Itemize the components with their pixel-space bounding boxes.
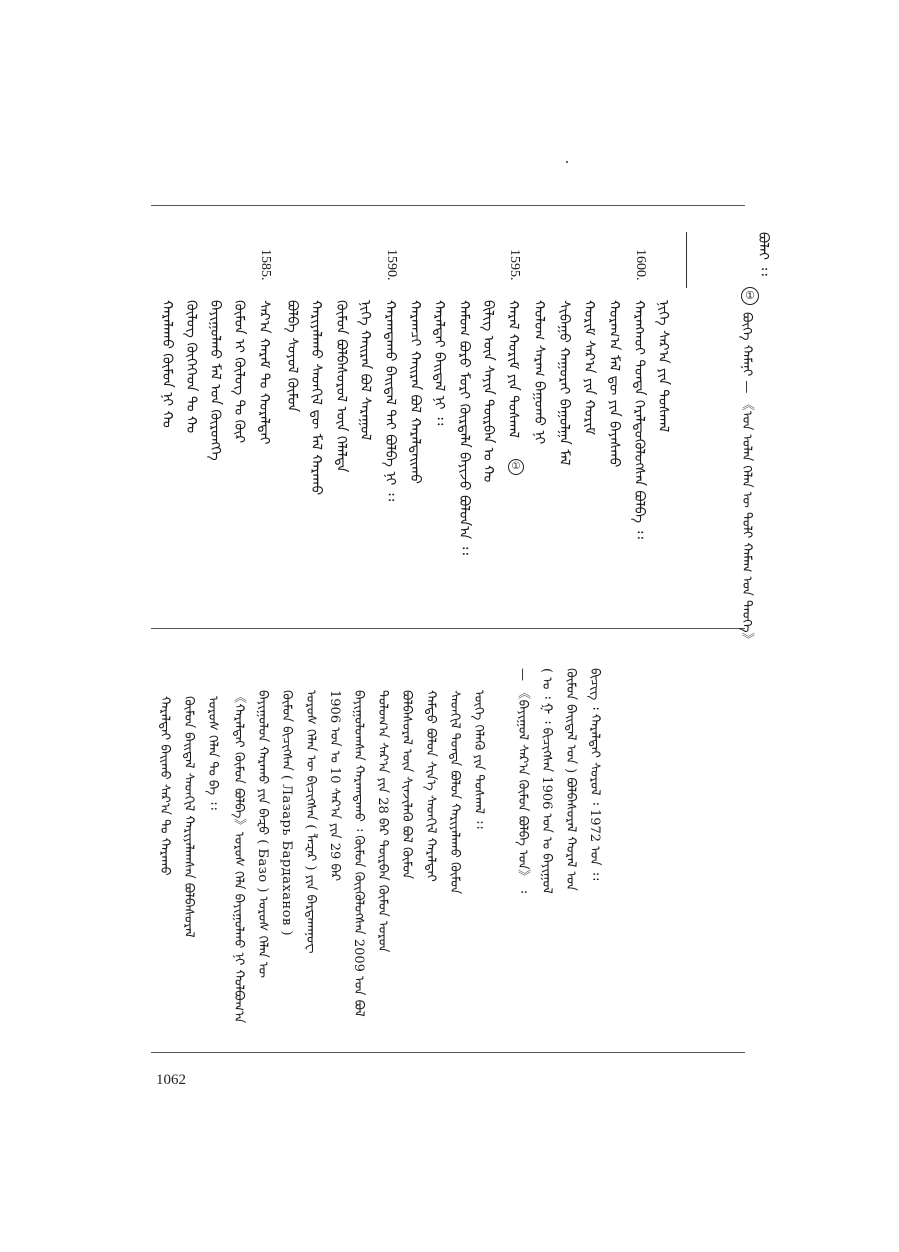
middle-rule bbox=[151, 628, 745, 629]
verse-line: ᠬᠠᠷᠠᠯ ᠬᠤᠷᠢᠮ ᠶᠢᠨ ᠲᠤᠰᠬᠠᠯ bbox=[505, 300, 521, 439]
line-number-1585: 1585. bbox=[258, 249, 273, 281]
note-line: ( ᠣ ᠄ ᠭ ᠄ ᠪᠢᠴᠢᠭᠰᠡᠨ 1906 ᠣᠨ ᠤ ᠪᠠᠶᠢᠭᠤᠯ bbox=[539, 668, 554, 894]
verse-line: ᠬᠦᠮᠦᠨ ᠢ ᠬᠦᠯᠦᠭ ᠲᠤ ᠬᠦᠷ bbox=[231, 300, 247, 444]
prose-line: ᠪᠣᠯᠪᠠᠰᠤᠷᠠᠯ ᠦᠨ ᠰᠢᠨᠵᠢᠯᠡᠬᠦ ᠪᠣᠯ ᠬᠦᠮᠦᠨ bbox=[399, 690, 414, 880]
footnote-marker: ① bbox=[741, 287, 759, 305]
line-number-1600: 1600. bbox=[633, 249, 648, 281]
prose-line: ᠬᠠᠮᠲᠤ ᠪᠣᠯᠤᠨ ᠰᠢᠨ᠎ᠡ ᠰᠡᠳᠬᠢᠯ ᠬᠠᠷᠠᠯᠲᠠᠢ bbox=[423, 690, 438, 882]
verse-line: ᠪᠠᠶᠢᠭᠤᠯᠬᠤ ᠮᠠᠯ ᠤᠨ ᠬᠦᠷᠦᠩᠭᠡ bbox=[207, 300, 223, 461]
verse-line: ᠨᠢᠭᠡ ᠰᠠᠷ᠎ᠠ ᠶᠢᠨ ᠲᠤᠰᠬᠠᠯ bbox=[655, 300, 671, 433]
bottom-rule bbox=[151, 1052, 745, 1053]
prose-line: 1906 ᠣᠨ ᠤ 10 ᠰᠠᠷ᠎ᠠ ᠶᠢᠨ 29 ᠪᠡᠷ bbox=[327, 690, 342, 882]
closing-line: ᠬᠠᠷᠠᠯᠲᠠᠢ ᠪᠠᠢᠬᠤ ᠰᠠᠷ᠎ᠠ ᠲᠤ ᠬᠠᠷᠠᠬᠤ bbox=[157, 696, 172, 876]
note-line: ᠪᠢᠴᠢᠭ ᠄ ᠬᠠᠷᠠᠯᠲᠠᠢ ᠰᠤᠷᠤᠯ ᠄ 1972 ᠣᠨ ᠄᠄ bbox=[587, 668, 602, 881]
prose-line: ᠦᠭᠡ ᠬᠡᠯᠡᠬᠦ ᠶᠢᠨ ᠲᠤᠰᠬᠠᠯ ᠄᠄ bbox=[471, 690, 486, 829]
verse-line: ᠨᠢᠭᠡ ᠬᠠᠢᠷᠠᠨ ᠪᠣᠯ ᠰᠠᠷᠠᠭᠤᠯ bbox=[357, 300, 373, 441]
prose-line: ᠪᠠᠶᠢᠭᠤᠯᠤᠨ ᠬᠠᠷᠠᠬᠤ ᠶᠢᠨ ᠪᠠᠽᠤ ( Базо ) ᠣᠷᠣᠰ ᠬᠡᠯᠡᠨ ᠦ bbox=[255, 690, 270, 978]
note-line: ᠬᠦᠮᠦᠨ ᠪᠠᠢᠳᠠᠯ ᠤᠨ ) ᠪᠣᠯᠪᠠᠰᠤᠷᠠᠯ ᠬᠤᠷᠠᠯ ᠤᠨ bbox=[563, 668, 578, 891]
verse-line: ᠰᠠᠷ᠎ᠠ ᠬᠠᠷᠠᠮ ᠲᠤ ᠬᠤᠷᠠᠯᠳᠠᠢ bbox=[256, 300, 272, 445]
prose-line: 《ᠬᠠᠷᠠᠯᠲᠠᠢ ᠬᠦᠮᠦᠨ ᠪᠣᠯᠪᠠ》ᠣᠷᠣᠰ ᠬᠡᠯᠡ ᠪᠠᠶᠢᠭᠤᠯᠬᠤ ᠨᠢ ᠬᠣᠯᠪᠣᠭ᠎ᠠ bbox=[231, 690, 246, 1024]
inline-footnote-marker: ① bbox=[508, 459, 524, 475]
verse-line: ᠪᠢᠯᠢᠭ ᠦᠨ ᠰᠠᠶᠢᠨ ᠳᠦᠷᠪᠡᠨ ᠤ ᠬᠤ bbox=[480, 300, 496, 483]
verse-line: ᠬᠠᠷᠠᠭᠴᠢ ᠬᠠᠢᠷᠠᠨ ᠪᠣᠯ ᠬᠠᠷᠠᠯᠲᠠᠢᠬᠤ bbox=[407, 300, 423, 484]
verse-line: ᠬᠤᠯᠤᠭ ᠰᠠᠷᠠᠭ ᠪᠠᠭᠤᠬᠤ ᠨᠢ bbox=[531, 300, 547, 445]
verse-line: ᠬᠠᠷᠠᠩᠬᠤᠢ ᠳᠤᠨᠳᠠ ᠭᠡᠷᠡᠯᠲᠦᠭᠦᠯᠦᠭᠰᠡᠨ ᠪᠣᠯᠪᠠ ᠄᠄ bbox=[631, 300, 647, 539]
verse-line: ᠬᠤᠷᠢᠮ ᠰᠠᠷ᠎ᠠ ᠶᠢᠨ ᠬᠤᠷᠢᠮ bbox=[581, 300, 597, 435]
verse-line: ᠬᠠᠷᠠᠯᠲᠠᠢ ᠪᠠᠢᠳᠠᠯ ᠨᠢ ᠄᠄ bbox=[431, 300, 447, 426]
prose-line: ᠳᠣᠯᠣᠭ᠎ᠠ ᠰᠠᠷ᠎ᠠ ᠶᠢᠨ 28 ᠪᠡᠷ ᠳᠦᠷᠪᠡᠨ ᠬᠦᠮᠦᠨ ᠣᠷᠣᠨ bbox=[375, 690, 390, 953]
prose-line: ᠬᠦᠮᠦᠨ ᠪᠢᠴᠢᠭᠰᠡᠨ ( Лазарь Бардаханов ) bbox=[279, 690, 294, 936]
footnote-separator bbox=[686, 232, 687, 288]
decorative-dot bbox=[566, 161, 568, 163]
note-line: — 《ᠪᠠᠶᠢᠭᠤᠯ ᠰᠠᠷ᠎ᠠ ᠬᠦᠮᠦᠨ ᠪᠣᠯᠪᠠ ᠤᠨ》 ᠄ bbox=[515, 668, 530, 893]
verse-line: ᠬᠤᠷᠠᠭ᠎ᠠ ᠮᠠᠯ ᠳᠦ ᠶᠢᠨ ᠪᠠᠶᠠᠰᠬᠤ bbox=[606, 300, 622, 468]
line-number-1590: 1590. bbox=[384, 249, 399, 281]
top-rule bbox=[151, 205, 745, 206]
closing-line: ᠬᠦᠮᠦᠨ ᠪᠠᠢᠳᠠᠯ ᠰᠡᠳᠬᠢᠯ ᠬᠠᠷᠢᠶᠠᠯᠠᠭᠰᠠᠨ ᠪᠣᠯᠪᠠᠰᠤᠷᠠᠯ bbox=[181, 696, 196, 938]
prose-line: ᠪᠠᠶᠢᠭᠤᠯᠤᠭᠰᠠᠨ ᠬᠠᠷᠠᠭᠳᠠᠬᠤ ᠄ ᠬᠦᠮᠦᠨ ᠬᠦᠢᠬᠦᠯᠦᠭᠰᠡᠨ 2009 ᠣᠨ ᠪᠣᠯ bbox=[351, 690, 366, 1017]
verse-line: ᠬᠠᠷᠠᠭᠳᠠᠬᠤ ᠪᠠᠢᠳᠠᠯ ᠲᠠᠢ ᠪᠣᠯᠪᠠ ᠨᠢ ᠄᠄ bbox=[382, 300, 398, 502]
footnote-text: ᠪᠥᠭᠡ ᠬᠠᠮᠠᠨᠢ — 《ᠣᠨ ᠣᠯᠠᠨ ᠬᠡᠯᠡᠨ ᠦ ᠲᠤᠯᠢ ᠬᠠᠮᠠᠭ ᠤᠨ ᠲᠡᠦᠬᠡ》 bbox=[739, 312, 754, 647]
footnote-continuation: ᠪᠣᠯᠠᠢ ᠄᠄ bbox=[755, 232, 771, 276]
prose-line: ᠰᠡᠳᠬᠢᠯ ᠳᠤᠨᠳᠠ ᠪᠣᠯᠤᠨ ᠬᠠᠷᠢᠶᠠᠯᠠᠬᠤ ᠬᠦᠮᠦᠨ bbox=[447, 690, 462, 895]
closing-line: ᠣᠷᠣᠰ ᠬᠡᠯᠡᠨ ᠲᠤ ᠪᠠ ᠄᠄ bbox=[205, 696, 220, 810]
verse-line: ᠬᠠᠷᠠᠯᠠᠬᠤ ᠬᠦᠮᠦᠨ ᠨᠢ ᠬᠤ bbox=[159, 300, 175, 428]
verse-line: ᠬᠠᠷᠢᠶᠠᠯᠠᠬᠤ ᠰᠡᠳᠬᠢᠯ ᠳᠦ ᠮᠠᠯ ᠬᠠᠷᠠᠬᠤ bbox=[308, 300, 324, 496]
prose-line: ᠣᠷᠣᠰ ᠬᠡᠯᠡᠨ ᠦ ᠪᠢᠴᠢᠭᠰᠡᠨ ( ᠯᠠᠽᠠᠷ ) ᠶᠢᠨ ᠪᠠᠷᠳᠠᠬᠠᠨᠣᠸ bbox=[303, 690, 318, 954]
verse-line: ᠬᠦᠮᠦᠨ ᠪᠣᠯᠪᠠᠰᠤᠷᠤᠯ ᠦᠨ ᠬᠡᠯᠡᠯᠲᠡ bbox=[333, 300, 349, 473]
line-number-1595: 1595. bbox=[507, 249, 522, 281]
verse-line: ᠰᠢᠪᠠᠭᠤ ᠬᠠᠭᠤᠷᠠᠢ ᠪᠠᠭᠤᠯᠭᠠ ᠮᠠᠯ bbox=[556, 300, 572, 466]
verse-line: ᠬᠠᠮᠤᠭ ᠪᠣᠷᠣ ᠮᠣᠷᠢ ᠬᠦᠷᠲᠡᠯᠡ ᠪᠠᠶᠢᠵᠤ ᠪᠣᠯᠤᠨ᠎ᠠ ᠄᠄ bbox=[456, 300, 472, 555]
verse-line: ᠪᠣᠯᠪᠠ ᠰᠣᠶᠤᠯ ᠬᠦᠮᠦᠨ bbox=[284, 300, 300, 413]
verse-line: ᠬᠦᠯᠦᠭ ᠬᠦᠭᠡᠭᠡᠳ ᠲᠤ ᠬᠤ bbox=[183, 300, 199, 434]
page-number: 1062 bbox=[156, 1072, 186, 1088]
